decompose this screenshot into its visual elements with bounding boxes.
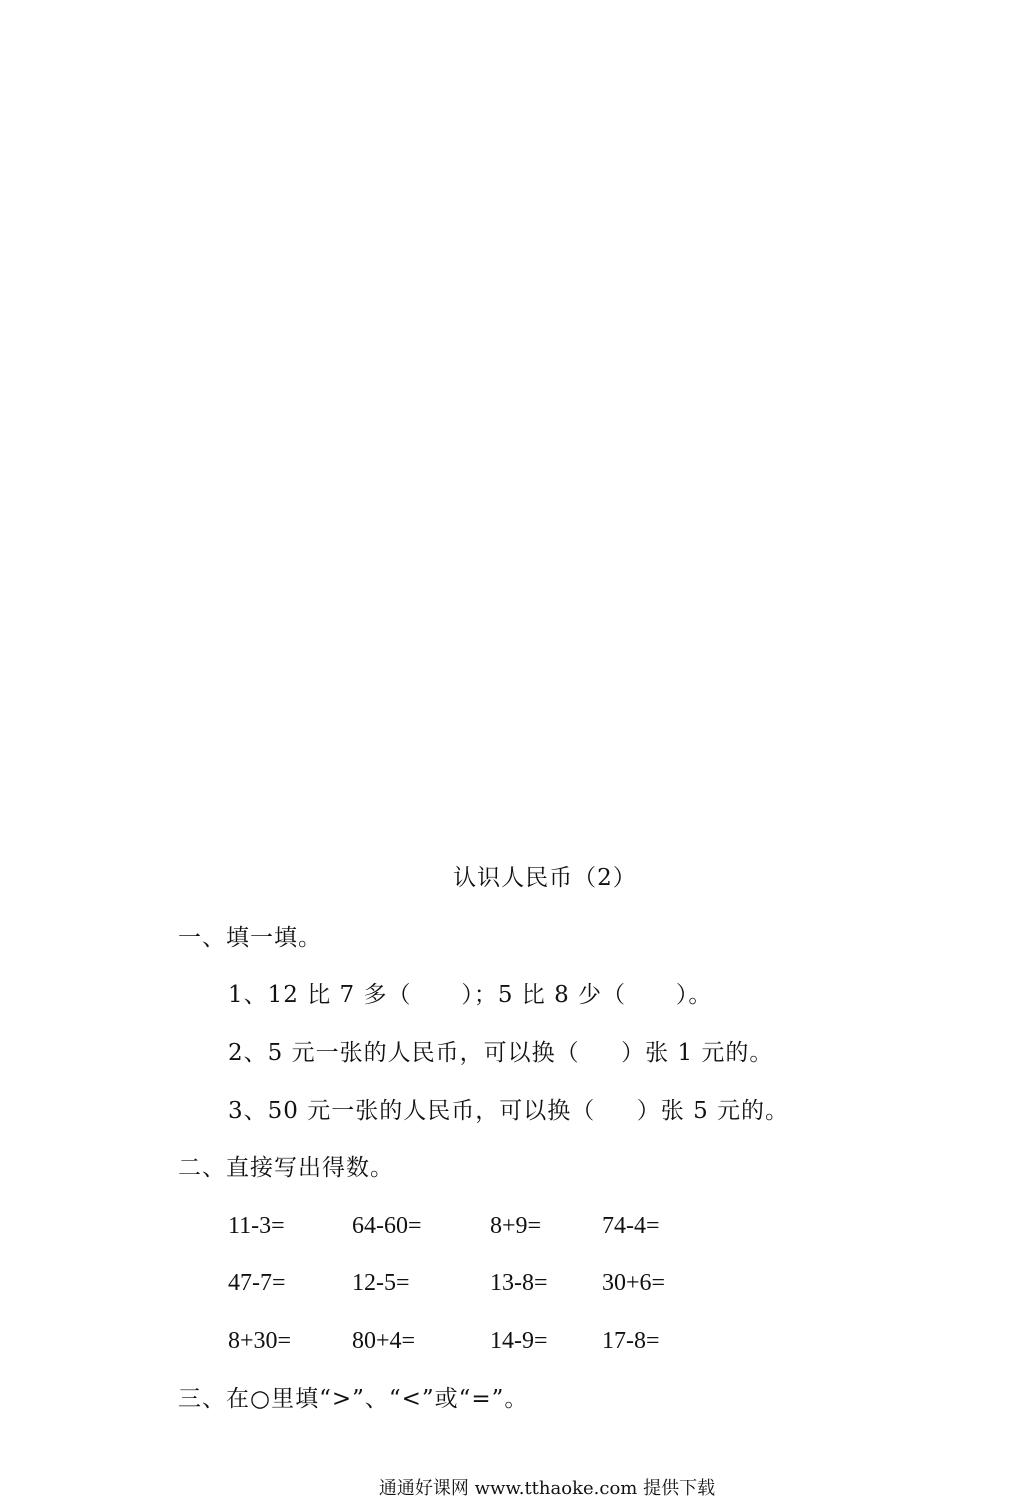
section-2-heading: 二、直接写出得数。 [178,1155,394,1181]
footer-text: 通通好课网 www.tthaoke.com 提供下载 [378,1478,716,1499]
question-1-1: 1、12 比 7 多（ ）；5 比 8 少（ ）。 [228,982,713,1008]
calculation-item: 47-7= [228,1270,286,1296]
page-title-text: 认识人民币（2） [453,865,637,891]
calculation-item: 8+30= [228,1328,292,1354]
calculation-item: 80+4= [352,1328,416,1354]
question-1-3: 3、50 元一张的人民币，可以换（ ）张 5 元的。 [228,1098,790,1124]
calculation-item: 14-9= [490,1328,548,1354]
calculation-item: 17-8= [602,1328,660,1354]
calculation-item: 12-5= [352,1270,410,1296]
calculation-item: 11-3= [228,1213,285,1239]
page-title [0,862,1034,894]
calculation-item: 64-60= [352,1213,422,1239]
section-1-heading: 一、填一填。 [178,925,322,951]
section-3-heading: 三、在○里填“>”、“<”或“=”。 [178,1386,529,1412]
calculation-item: 13-8= [490,1270,548,1296]
footer [0,1476,1034,1502]
question-1-2: 2、5 元一张的人民币，可以换（ ）张 1 元的。 [228,1040,774,1066]
calculation-item: 30+6= [602,1270,666,1296]
calculation-item: 8+9= [490,1213,542,1239]
calculation-item: 74-4= [602,1213,660,1239]
